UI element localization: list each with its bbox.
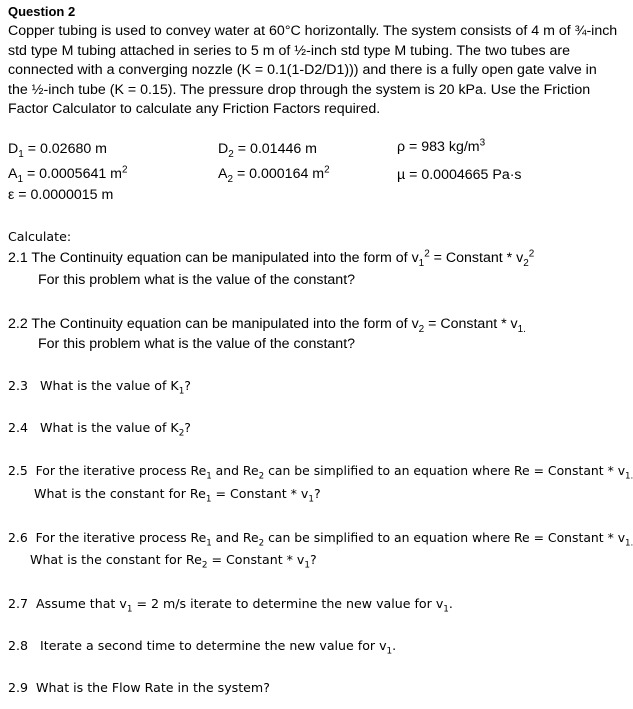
given-a1: $A_1 = 0.0005641$ $m^2$	[8, 164, 128, 185]
question-2-3: 2.3 What is the value of $K_1$?	[8, 378, 191, 397]
given-d2: $D_2 = 0.01446$ m	[218, 141, 317, 160]
question-2-7: 2.7 Assume that $v_1 = 2$ m/s iterate to determine the new value for $v_1$.	[8, 596, 453, 615]
question-2-2: 2.2 The Continuity equation can be manipulated into the form of $v_2$ = Constant * $v_{1.}$	[8, 316, 526, 335]
question-2-1: 2.1 The Continuity equation can be manipulated into the form of $v_1^2$ = Constant * $v_2^2$	[8, 248, 535, 269]
given-epsilon: ε = 0.0000015 m	[8, 187, 114, 203]
calculate-label: Calculate:	[8, 229, 72, 244]
question-2-1-line2: For this problem what is the value of the constant?	[38, 272, 356, 288]
question-2-6: 2.6 For the iterative process $Re_1$ and $Re_2$ can be simplified to an equation where Re = Constant * $v_{1.}$	[8, 530, 633, 549]
given-a2: $A_2 = 0.000164$ $m^2$	[218, 164, 330, 185]
question-2-6-line2: What is the constant for $Re_2$ = Constant * $v_1$?	[30, 552, 317, 571]
question-2-8: 2.8 Iterate a second time to determine the new value for $v_1$.	[8, 638, 397, 657]
given-d1: $D_1 = 0.02680$ m	[8, 141, 107, 160]
question-2-5-line2: What is the constant for $Re_1$ = Constant * $v_1$?	[34, 486, 321, 505]
question-2-9: 2.9 What is the Flow Rate in the system?	[8, 680, 270, 695]
question-title: Question 2	[8, 4, 76, 19]
given-mu: µ = 0.0004665 Pa·s	[397, 167, 522, 183]
question-2-2-line2: For this problem what is the value of the constant?	[38, 336, 356, 352]
question-2-5: 2.5 For the iterative process $Re_1$ and $Re_2$ can be simplified to an equation where Re = Constant * $v_{1.}$	[8, 463, 633, 482]
question-2-4: 2.4 What is the value of $K_2$?	[8, 420, 191, 439]
given-rho: ρ = 983 $kg/m^3$	[397, 137, 486, 155]
problem-statement: Copper tubing is used to convey water at 60°C horizontally. The system consists of 4 m of ¾-inch std type M tubing attached in series to 5 m of ½-inch std type M tubing. The two tubes are connected with a converging nozzle (K = 0.1(1-D2/D1))) and there is a fully open gate valve in the ½-inch tube (K = 0.15). The pressure drop through the system is 20 kPa. Use the Friction Factor Calculator to calculate any Friction Factors required.	[8, 23, 618, 118]
